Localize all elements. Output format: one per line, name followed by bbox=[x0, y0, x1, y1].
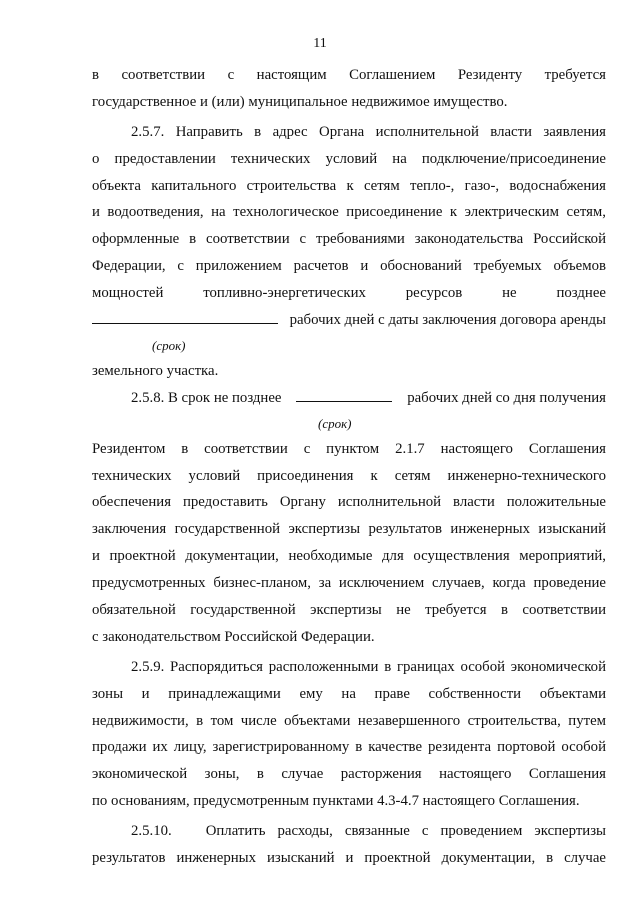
page-number: 11 bbox=[313, 36, 327, 51]
text-line: оформленные в соответствии с требованиями законодательства Российской bbox=[92, 231, 606, 248]
text-line: обеспечения предоставить Органу исполнительной власти положительные bbox=[92, 494, 606, 511]
text-fragment: Оплатить расходы, связанные с проведением экспертизы bbox=[205, 823, 606, 840]
text-line: заключения государственной экспертизы результатов инженерных изысканий bbox=[92, 521, 606, 538]
deadline-caption: (срок) bbox=[152, 337, 186, 353]
text-line: в соответствии с настоящим Соглашением Резиденту требуется bbox=[92, 67, 606, 83]
text-line bbox=[92, 280, 606, 307]
clause-2-5-10-line bbox=[92, 818, 606, 845]
text-line: Федерации, с приложением расчетов и обоснований требуемых объемов bbox=[92, 258, 606, 275]
clause-2-5-7-line: 2.5.7. Направить в адрес Органа исполнительной власти заявления bbox=[131, 123, 606, 140]
text-line: земельного участка. bbox=[92, 362, 219, 379]
text-fragment: рабочих дней со дня получения bbox=[407, 389, 606, 406]
deadline-caption: (срок) bbox=[318, 415, 352, 431]
text-line: результатов инженерных изысканий и проектной документации, в случае bbox=[92, 850, 606, 867]
clause-2-5-9-line: 2.5.9. Распорядиться расположенными в границах особой экономической bbox=[131, 658, 606, 675]
deadline-blank bbox=[92, 309, 278, 324]
text-fragment: 2.5.8. В срок не позднее bbox=[131, 389, 282, 406]
text-line bbox=[92, 307, 606, 334]
text-line: и проектной документации, необходимые для осуществления мероприятий, bbox=[92, 548, 606, 565]
caption-row bbox=[92, 412, 606, 436]
text-line: экономической зоны, в случае расторжения настоящего Соглашения bbox=[92, 766, 606, 783]
word: не bbox=[502, 285, 517, 302]
word: мощностей bbox=[92, 285, 164, 302]
text-line: технических условий присоединения к сетям инженерно-технического bbox=[92, 467, 606, 484]
text-line: Резидентом в соответствии с пунктом 2.1.7 настоящего Соглашения bbox=[92, 440, 606, 457]
text-line: обязательной государственной экспертизы не требуется в соответствии bbox=[92, 602, 606, 619]
text-fragment: рабочих дней с даты заключения договора аренды bbox=[289, 312, 606, 329]
text-line: по основаниям, предусмотренным пунктами 4.3-4.7 настоящего Соглашения. bbox=[92, 793, 580, 810]
text-line: о предоставлении технических условий на подключение/присоединение bbox=[92, 150, 606, 167]
caption-row bbox=[92, 334, 606, 358]
text-line: продажи их лицу, зарегистрированному в качестве резидента портовой особой bbox=[92, 739, 606, 756]
document-body bbox=[92, 62, 606, 872]
clause-number: 2.5.10. bbox=[131, 823, 172, 840]
text-line: недвижимости, в том числе объектами незавершенного строительства, путем bbox=[92, 712, 606, 729]
text-line: и водоотведения, на технологическое присоединение к электрическим сетям, bbox=[92, 204, 606, 221]
text-line: предусмотренных бизнес-планом, за исключением случаев, когда проведение bbox=[92, 575, 606, 592]
deadline-blank bbox=[296, 387, 392, 402]
text-line: зоны и принадлежащими ему на праве собственности объектами bbox=[92, 685, 606, 702]
word: топливно-энергетических bbox=[203, 285, 366, 302]
word: позднее bbox=[556, 285, 606, 302]
text-line: с законодательством Российской Федерации. bbox=[92, 628, 375, 645]
text-line: государственное и (или) муниципальное недвижимое имущество. bbox=[92, 93, 508, 110]
word: ресурсов bbox=[405, 285, 463, 302]
clause-2-5-8-line bbox=[92, 385, 606, 412]
text-line: объекта капитального строительства к сетям тепло-, газо-, водоснабжения bbox=[92, 177, 606, 194]
